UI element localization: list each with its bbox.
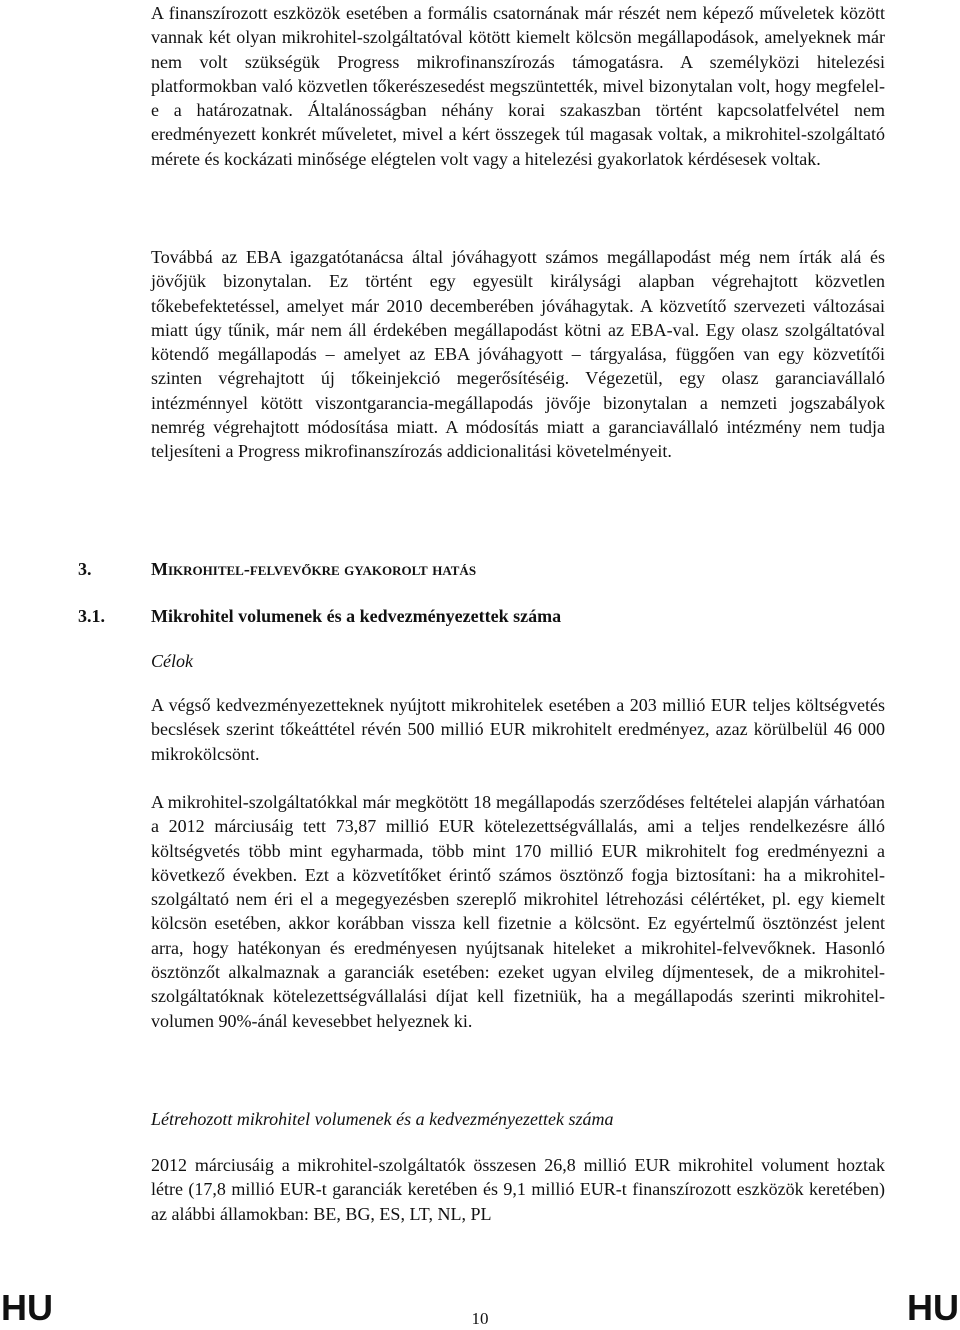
paragraph-text: A mikrohitel-szolgáltatókkal már megkötött 18 megállapodás szerződéses feltételei alapján várhatóan a 2012 márciusáig tett 73,87 millió EUR kötelezettségvállalás, ami a teljes rendelkezésre álló költségvetés több mint egyharmada, több mint 170 millió EUR mikrohitelt fog eredményezni a következő években. Ezt a közvetítőket érintő számos ösztönző fogja biztosítani: ha a mikrohitel-szolgáltató nem éri el a megegyezésben szereplő mikrohitel létrehozási célértéket, pl. egy kiemelt kölcsön esetében, akkor korábban vissza kell fizetnie a kölcsönt. Ez egyértelmű ösztönzést jelent arra, hogy hatékonyan és eredményesen nyújtsanak hiteleket a mikrohitel-felvevőknek. Hasonló ösztönzőt alkalmaznak a garanciák esetében: ezeket ugyan elvileg díjmentesek, de a mikrohitel-szolgáltatóknak kötelezettségvállalási díjat kell fizetniük, ha a megállapodás szerinti mikrohitel-volumen 90%-ánál kevesebbet helyeznek ki. bbox=[151, 792, 885, 1031]
subheading-celok: Célok bbox=[151, 651, 193, 671]
subheading-letrehozott: Létrehozott mikrohitel volumenek és a kedvezményezettek száma bbox=[151, 1109, 614, 1129]
paragraph-text: A végső kedvezményezetteknek nyújtott mikrohitelek esetében a 203 millió EUR teljes költségvetés becslések szerint tőkeáttétel révén 500 millió EUR mikrohitelt eredményez, azaz körülbelül 46 000 mikrokölcsönt. bbox=[151, 695, 885, 764]
paragraph-funded-instruments bbox=[151, 1, 885, 171]
page-number: 10 bbox=[471, 1309, 489, 1328]
footer-language-left: HU bbox=[1, 1287, 53, 1328]
section-title: Mikrohitel volumenek és a kedvezményezettek száma bbox=[151, 606, 562, 626]
paragraph-volumes bbox=[151, 1153, 885, 1226]
paragraph-eba-board bbox=[151, 245, 885, 464]
paragraph-text: A finanszírozott eszközök esetében a formális csatornának már részét nem képező műveletek között vannak két olyan mikrohitel-szolgáltatóval kötött kiemelt kölcsön megállapodások, amelyeknek már nem volt szükségük Progress mikrofinanszírozás támogatásra. A személyközi hitelezési platformokban való közvetlen tőkerészesedést megszüntették, mivel bizonytalan volt, hogy megfelel-e a határozatnak. Általánosságban néhány korai szakaszban történt kapcsolatfelvétel nem eredményezett konkrét műveletet, mivel a kért összegek túl magasak voltak, a mikrohitel-szolgáltató mérete és kockázati minősége elégtelen volt vagy a hitelezési gyakorlatok kérdésesek voltak. bbox=[151, 3, 885, 169]
paragraph-agreements bbox=[151, 790, 885, 1033]
section-title: Mikrohitel-felvevőkre gyakorolt hatás bbox=[151, 559, 477, 579]
paragraph-text: Továbbá az EBA igazgatótanácsa által jóváhagyott számos megállapodást még nem írták alá és jövőjük bizonytalan. Ez történt egy egyesült királysági alapban végrehajtott közvetlen tőkebefektetéssel, amelyet már 2010 decemberében jóváhagytak. A közvetítő szervezeti változásai miatt úgy tűnik, már nem áll érdekében megállapodást kötni az EBA-val. Egy olasz szolgáltatóval kötendő megállapodás – amelyet az EBA jóváhagyott – tárgyalása, függően van egy közvetítői szinten végrehajtott új tőkeinjekció megerősítéséig. Végezetül, egy olasz garanciavállaló intézménnyel kötött viszontgarancia-megállapodás jövője bizonytalan a nemzeti jogszabályok nemrég végrehajtott módosítása miatt. A módosítás miatt a garanciavállaló intézmény nem tudja teljesíteni a Progress mikrofinanszírozás addicionalitási követelményeit. bbox=[151, 247, 885, 462]
footer-language-right: HU bbox=[907, 1287, 959, 1328]
section-number: 3. bbox=[78, 559, 92, 579]
paragraph-budget bbox=[151, 693, 885, 766]
section-number: 3.1. bbox=[78, 606, 105, 626]
paragraph-text: 2012 márciusáig a mikrohitel-szolgáltatók összesen 26,8 millió EUR mikrohitel volument hoztak létre (17,8 millió EUR-t garanciák keretében és 9,1 millió EUR-t finanszírozott eszközök keretében) az alábbi államokban: BE, BG, ES, LT, NL, PL bbox=[151, 1155, 885, 1224]
